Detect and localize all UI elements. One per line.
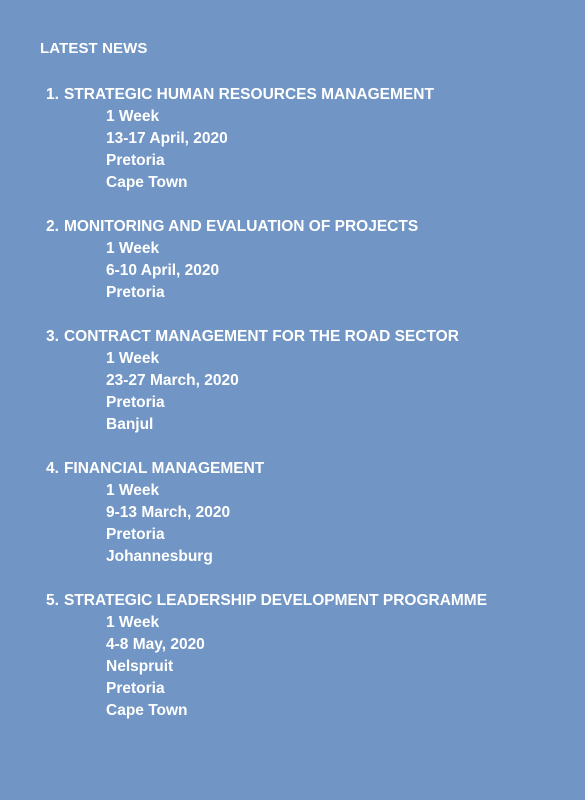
news-item-3 <box>0 326 585 436</box>
news-item-duration: 1 Week <box>106 482 160 499</box>
news-item-location: Pretoria <box>106 680 165 697</box>
news-list <box>0 84 585 722</box>
news-item-location: Banjul <box>106 416 154 433</box>
news-item-date: 9-13 March, 2020 <box>106 504 231 521</box>
news-item-date: 4-8 May, 2020 <box>106 636 205 653</box>
news-item-title <box>46 590 585 612</box>
news-item-number: 2. <box>46 218 59 235</box>
news-item-location: Cape Town <box>106 702 188 719</box>
news-item-title-text: FINANCIAL MANAGEMENT <box>63 460 265 477</box>
news-item-duration: 1 Week <box>106 350 160 367</box>
news-item-number: 1. <box>46 86 59 103</box>
news-item-location: Pretoria <box>106 394 165 411</box>
news-item-5 <box>0 590 585 722</box>
news-item-duration: 1 Week <box>106 240 160 257</box>
news-item-date: 23-27 March, 2020 <box>106 372 239 389</box>
news-item-duration: 1 Week <box>106 108 160 125</box>
news-item-title <box>46 458 585 480</box>
news-item-number: 5. <box>46 592 59 609</box>
news-item-location: Pretoria <box>106 152 165 169</box>
news-item-title <box>46 216 585 238</box>
news-item-location: Johannesburg <box>106 548 213 565</box>
news-item-location: Cape Town <box>106 174 188 191</box>
news-item-2 <box>0 216 585 304</box>
news-item-title-text: MONITORING AND EVALUATION OF PROJECTS <box>63 218 419 235</box>
latest-news-heading: LATEST NEWS <box>40 40 148 57</box>
news-item-duration: 1 Week <box>106 614 160 631</box>
news-item-title-text: CONTRACT MANAGEMENT FOR THE ROAD SECTOR <box>63 328 459 345</box>
news-item-1 <box>0 84 585 194</box>
news-item-location: Pretoria <box>106 526 165 543</box>
news-item-title-text: STRATEGIC HUMAN RESOURCES MANAGEMENT <box>63 86 434 103</box>
news-item-date: 13-17 April, 2020 <box>106 130 228 147</box>
news-item-title <box>46 84 585 106</box>
news-item-date: 6-10 April, 2020 <box>106 262 220 279</box>
news-item-location: Pretoria <box>106 284 165 301</box>
news-item-title-text: STRATEGIC LEADERSHIP DEVELOPMENT PROGRAMME <box>63 592 488 609</box>
news-item-location: Nelspruit <box>106 658 174 675</box>
news-item-number: 4. <box>46 460 59 477</box>
news-item-4 <box>0 458 585 568</box>
news-item-title <box>46 326 585 348</box>
news-item-number: 3. <box>46 328 59 345</box>
